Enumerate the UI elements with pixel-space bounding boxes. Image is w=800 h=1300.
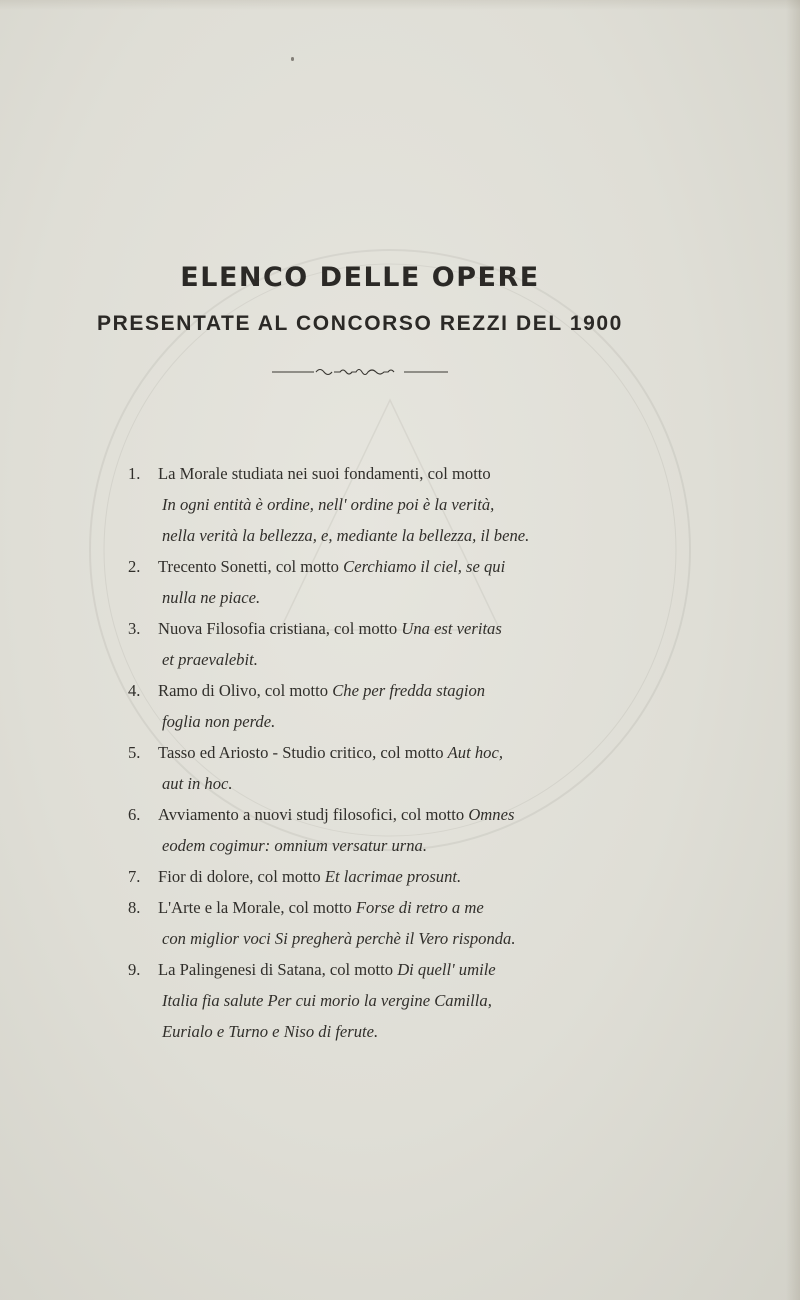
entry-number: 7. xyxy=(128,867,141,886)
entry-motto: In ogni entità è ordine, nell' ordine poi è la verità, xyxy=(162,495,495,514)
list-item-3 xyxy=(128,613,628,675)
list-item-7 xyxy=(128,861,628,892)
list-item-1 xyxy=(128,458,628,551)
entry-number: 1. xyxy=(128,464,141,483)
entry-line xyxy=(158,985,628,1016)
entry-motto: aut in hoc. xyxy=(162,774,233,793)
entry-number: 3. xyxy=(128,619,141,638)
entry-motto: foglia non perde. xyxy=(162,712,276,731)
decorative-rule xyxy=(272,364,448,380)
list-item-4 xyxy=(128,675,628,737)
entry-text: Nuova Filosofia cristiana, col motto xyxy=(158,619,402,638)
list-item-9 xyxy=(128,954,628,1047)
entry-line xyxy=(158,737,628,768)
entry-motto: eodem cogimur: omnium versatur urna. xyxy=(162,836,428,855)
entry-text: L'Arte e la Morale, col motto xyxy=(158,898,356,917)
entry-motto: Che per fredda stagion xyxy=(332,681,486,700)
entry-number: 5. xyxy=(128,743,141,762)
entry-line xyxy=(158,799,628,830)
entry-line xyxy=(158,675,628,706)
list-item-5 xyxy=(128,737,628,799)
entry-line xyxy=(158,489,628,520)
document-title: ELENCO DELLE OPERE xyxy=(180,262,540,293)
entry-text: Fior di dolore, col motto xyxy=(158,867,325,886)
entry-line xyxy=(158,458,628,489)
entry-motto: Omnes xyxy=(468,805,515,824)
entry-text: Ramo di Olivo, col motto xyxy=(158,681,333,700)
entry-text: La Morale studiata nei suoi fondamenti, col motto xyxy=(158,464,491,483)
entry-line xyxy=(158,768,628,799)
list-item-8 xyxy=(128,892,628,954)
entry-motto: nella verità la bellezza, e, mediante la bellezza, il bene. xyxy=(162,526,530,545)
paper-edge-right xyxy=(786,0,800,1300)
entry-number: 9. xyxy=(128,960,141,979)
list-item-2 xyxy=(128,551,628,613)
entry-motto: et praevalebit. xyxy=(162,650,258,669)
ink-speck xyxy=(291,57,294,61)
entry-motto: Eurialo e Turno e Niso di ferute. xyxy=(162,1022,379,1041)
entry-motto: Di quell' umile xyxy=(397,960,496,979)
entry-text: Trecento Sonetti, col motto xyxy=(158,557,344,576)
entries-list xyxy=(128,458,628,1047)
entry-line xyxy=(158,861,628,892)
entry-line xyxy=(158,830,628,861)
entry-line xyxy=(158,706,628,737)
entry-number: 4. xyxy=(128,681,141,700)
entry-text: Tasso ed Ariosto - Studio critico, col motto xyxy=(158,743,448,762)
entry-motto: con miglior voci Si pregherà perchè il Vero risponda. xyxy=(162,929,516,948)
entry-line xyxy=(158,892,628,923)
entry-text: La Palingenesi di Satana, col motto xyxy=(158,960,398,979)
entry-line xyxy=(158,644,628,675)
entry-line xyxy=(158,582,628,613)
entry-text: Avviamento a nuovi studj filosofici, col motto xyxy=(158,805,469,824)
entry-number: 8. xyxy=(128,898,141,917)
entry-line xyxy=(158,954,628,985)
entry-motto: Aut hoc, xyxy=(447,743,503,762)
entry-motto: Una est veritas xyxy=(401,619,502,638)
entry-number: 2. xyxy=(128,557,141,576)
entry-motto: Italia fia salute Per cui morio la vergine Camilla, xyxy=(162,991,492,1010)
entry-line xyxy=(158,923,628,954)
entry-motto: Cerchiamo il ciel, se qui xyxy=(343,557,506,576)
list-item-6 xyxy=(128,799,628,861)
paper-edge-top xyxy=(0,0,800,10)
entry-line xyxy=(158,1016,628,1047)
entry-line xyxy=(158,613,628,644)
entry-motto: nulla ne piace. xyxy=(162,588,261,607)
entry-number: 6. xyxy=(128,805,141,824)
entry-line xyxy=(158,520,628,551)
entry-motto: Et lacrimae prosunt. xyxy=(324,867,462,886)
entry-line xyxy=(158,551,628,582)
document-subtitle: PRESENTATE AL CONCORSO REZZI DEL 1900 xyxy=(97,312,623,335)
entry-motto: Forse di retro a me xyxy=(355,898,484,917)
